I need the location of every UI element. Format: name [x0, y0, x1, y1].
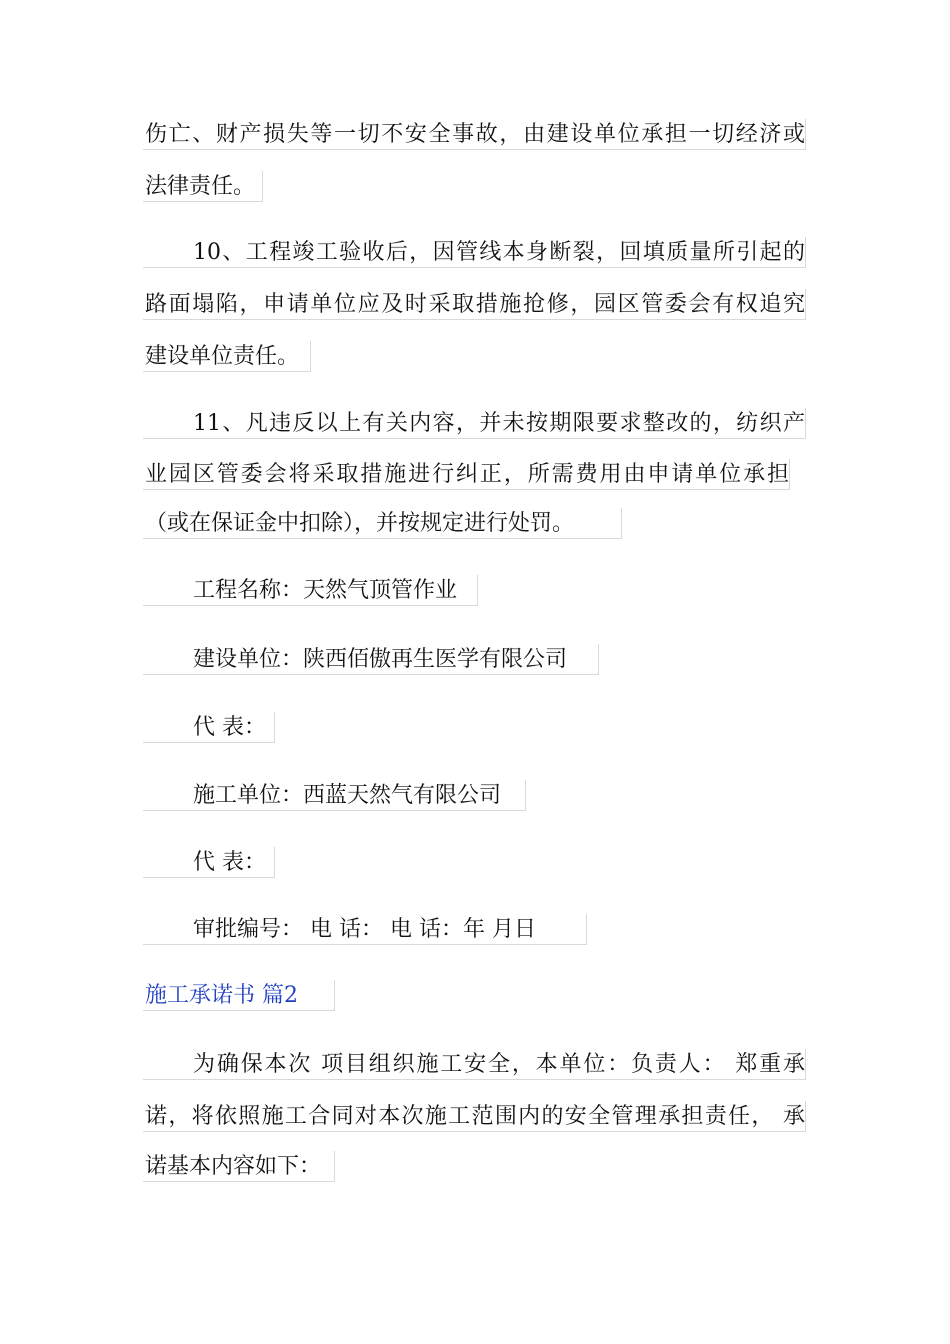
clause10-line-3: 建设单位责任。 — [143, 341, 311, 372]
clause11-line-1: 11、凡违反以上有关内容，并未按期限要求整改的，纺织产 — [143, 408, 806, 439]
builder-field: 建设单位：陕西佰傲再生医学有限公司 — [143, 644, 599, 675]
clause11-line-2: 业园区管委会将采取措施进行纠正，所需费用由申请单位承担 — [143, 459, 790, 490]
approval-field: 审批编号： 电 话： 电 话：年 月日 — [143, 914, 587, 945]
project-name-field: 工程名称：天然气顶管作业 — [143, 575, 478, 606]
section2-line-3: 诺基本内容如下： — [143, 1151, 335, 1182]
section2-line-2: 诺，将依照施工合同对本次施工范围内的安全管理承担责任， 承 — [143, 1101, 806, 1132]
clause10-line-2: 路面塌陷，申请单位应及时采取措施抢修，园区管委会有权追究 — [143, 289, 806, 320]
section2-heading: 施工承诺书 篇2 — [143, 980, 335, 1011]
clause10-line-1: 10、工程竣工验收后，因管线本身断裂，回填质量所引起的 — [143, 237, 806, 268]
clause11-line-3: （或在保证金中扣除），并按规定进行处罚。 — [143, 508, 622, 539]
clause9-line-2: 法律责任。 — [143, 171, 263, 202]
clause9-line-1: 伤亡、财产损失等一切不安全事故，由建设单位承担一切经济或 — [143, 119, 806, 150]
section2-line-1: 为确保本次 项目组织施工安全，本单位：负责人： 郑重承 — [143, 1049, 806, 1080]
contractor-rep-field: 代 表： — [143, 847, 275, 878]
contractor-field: 施工单位：西蓝天然气有限公司 — [143, 780, 526, 811]
builder-rep-field: 代 表： — [143, 712, 275, 743]
